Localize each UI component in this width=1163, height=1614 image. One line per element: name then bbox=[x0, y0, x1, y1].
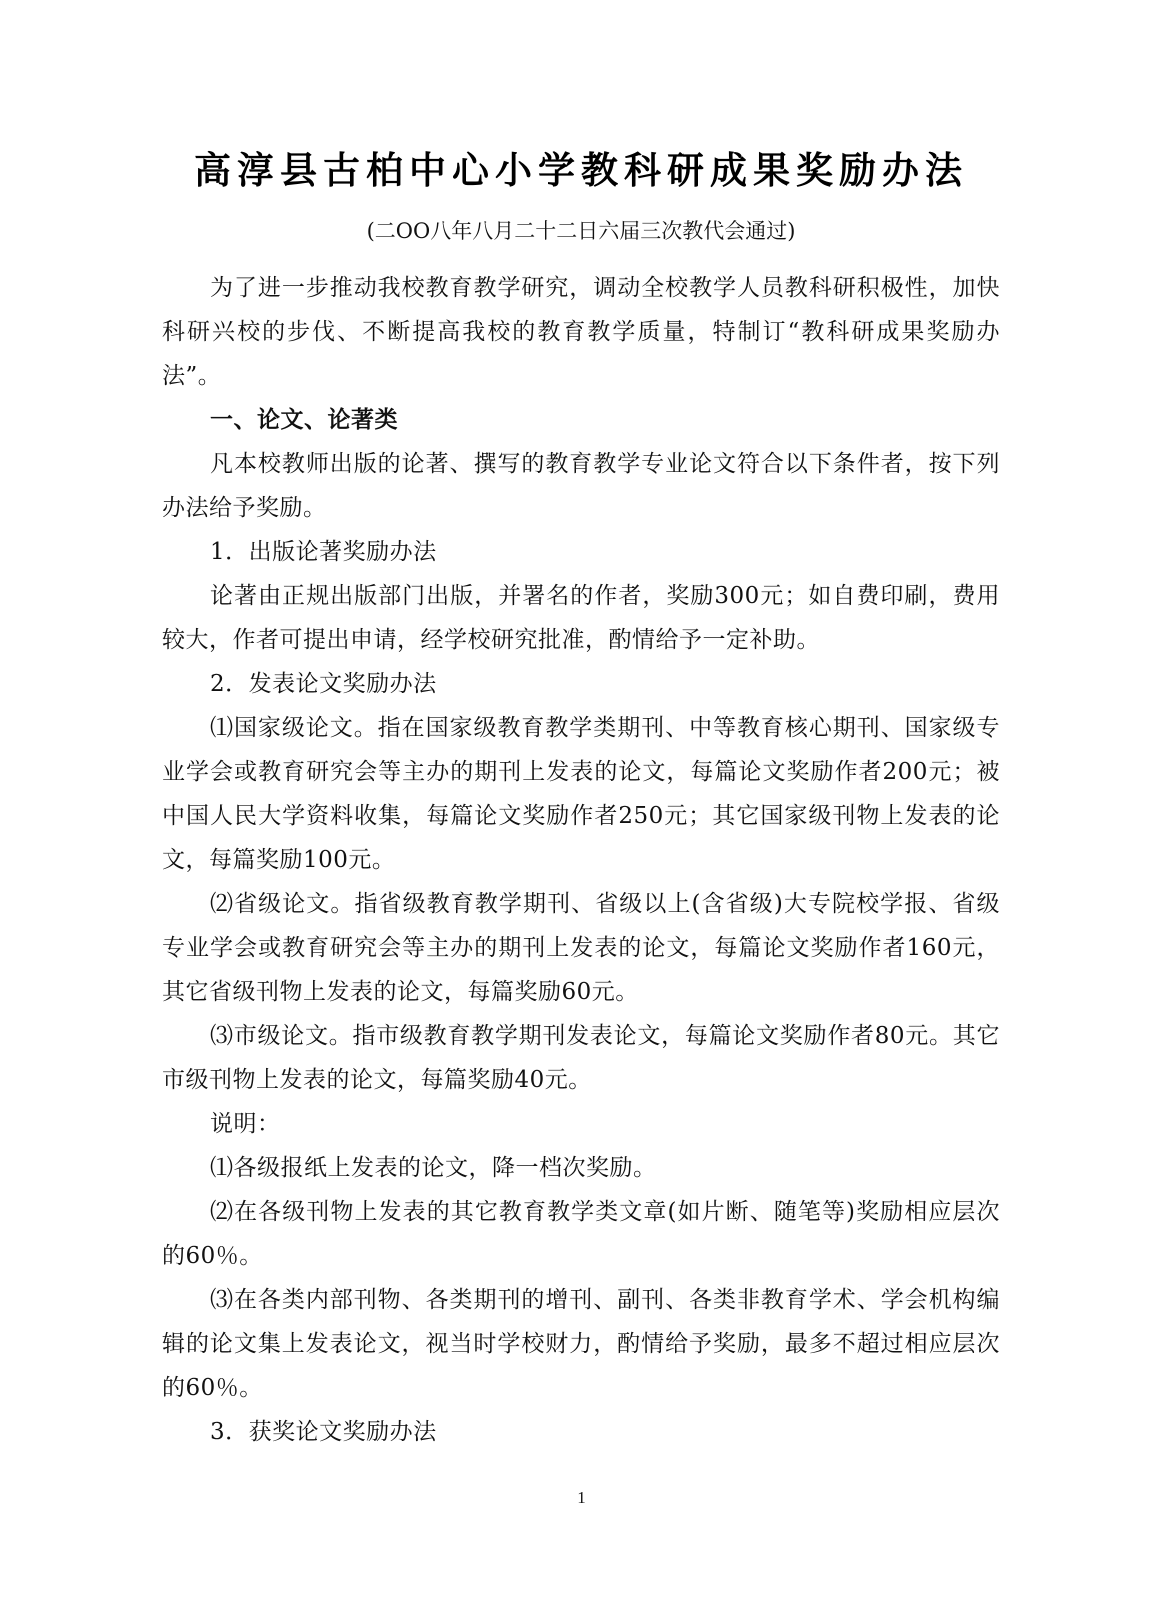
document-title: 高淳县古柏中心小学教科研成果奖励办法 bbox=[194, 148, 968, 192]
intro-paragraph: 为了进一步推动我校教育教学研究，调动全校教学人员教科研积极性，加快科研兴校的步伐、不断提高我校的教育教学质量，特制订“教科研成果奖励办法”。 bbox=[162, 275, 1000, 389]
note-item: ⑵在各级刊物上发表的其它教育教学类文章(如片断、随笔等)奖励相应层次的60％。 bbox=[162, 1199, 1000, 1269]
subsection-heading: 2．发表论文奖励办法 bbox=[210, 671, 437, 697]
notes-heading: 说明： bbox=[210, 1111, 281, 1137]
document-subtitle: (二OO八年八月二十二日六届三次教代会通过) bbox=[366, 219, 796, 243]
subsection-heading: 1．出版论著奖励办法 bbox=[210, 539, 437, 565]
paragraph: ⑶市级论文。指市级教育教学期刊发表论文，每篇论文奖励作者80元。其它市级刊物上发表的论文，每篇奖励40元。 bbox=[162, 1023, 1000, 1093]
paragraph: 论著由正规出版部门出版，并署名的作者，奖励300元；如自费印刷，费用较大，作者可提出申请，经学校研究批准，酌情给予一定补助。 bbox=[162, 583, 1000, 653]
subsection-heading: 3．获奖论文奖励办法 bbox=[210, 1419, 437, 1445]
document-body bbox=[162, 266, 1000, 1454]
document-page bbox=[162, 140, 1000, 1454]
paragraph: ⑴国家级论文。指在国家级教育教学类期刊、中等教育核心期刊、国家级专业学会或教育研究会等主办的期刊上发表的论文，每篇论文奖励作者200元；被中国人民大学资料收集，每篇论文奖励作者250元；其它国家级刊物上发表的论文，每篇奖励100元。 bbox=[162, 715, 1000, 873]
paragraph: 凡本校教师出版的论著、撰写的教育教学专业论文符合以下条件者，按下列办法给予奖励。 bbox=[162, 451, 1000, 521]
note-item: ⑶在各类内部刊物、各类期刊的增刊、副刊、各类非教育学术、学会机构编辑的论文集上发表论文，视当时学校财力，酌情给予奖励，最多不超过相应层次的60％。 bbox=[162, 1287, 1000, 1401]
section-heading-papers: 一、论文、论著类 bbox=[210, 406, 398, 433]
note-item: ⑴各级报纸上发表的论文，降一档次奖励。 bbox=[210, 1155, 657, 1181]
page-number: 1 bbox=[577, 1488, 586, 1507]
paragraph: ⑵省级论文。指省级教育教学期刊、省级以上(含省级)大专院校学报、省级专业学会或教育研究会等主办的期刊上发表的论文，每篇论文奖励作者160元，其它省级刊物上发表的论文，每篇奖励60元。 bbox=[162, 891, 1000, 1005]
